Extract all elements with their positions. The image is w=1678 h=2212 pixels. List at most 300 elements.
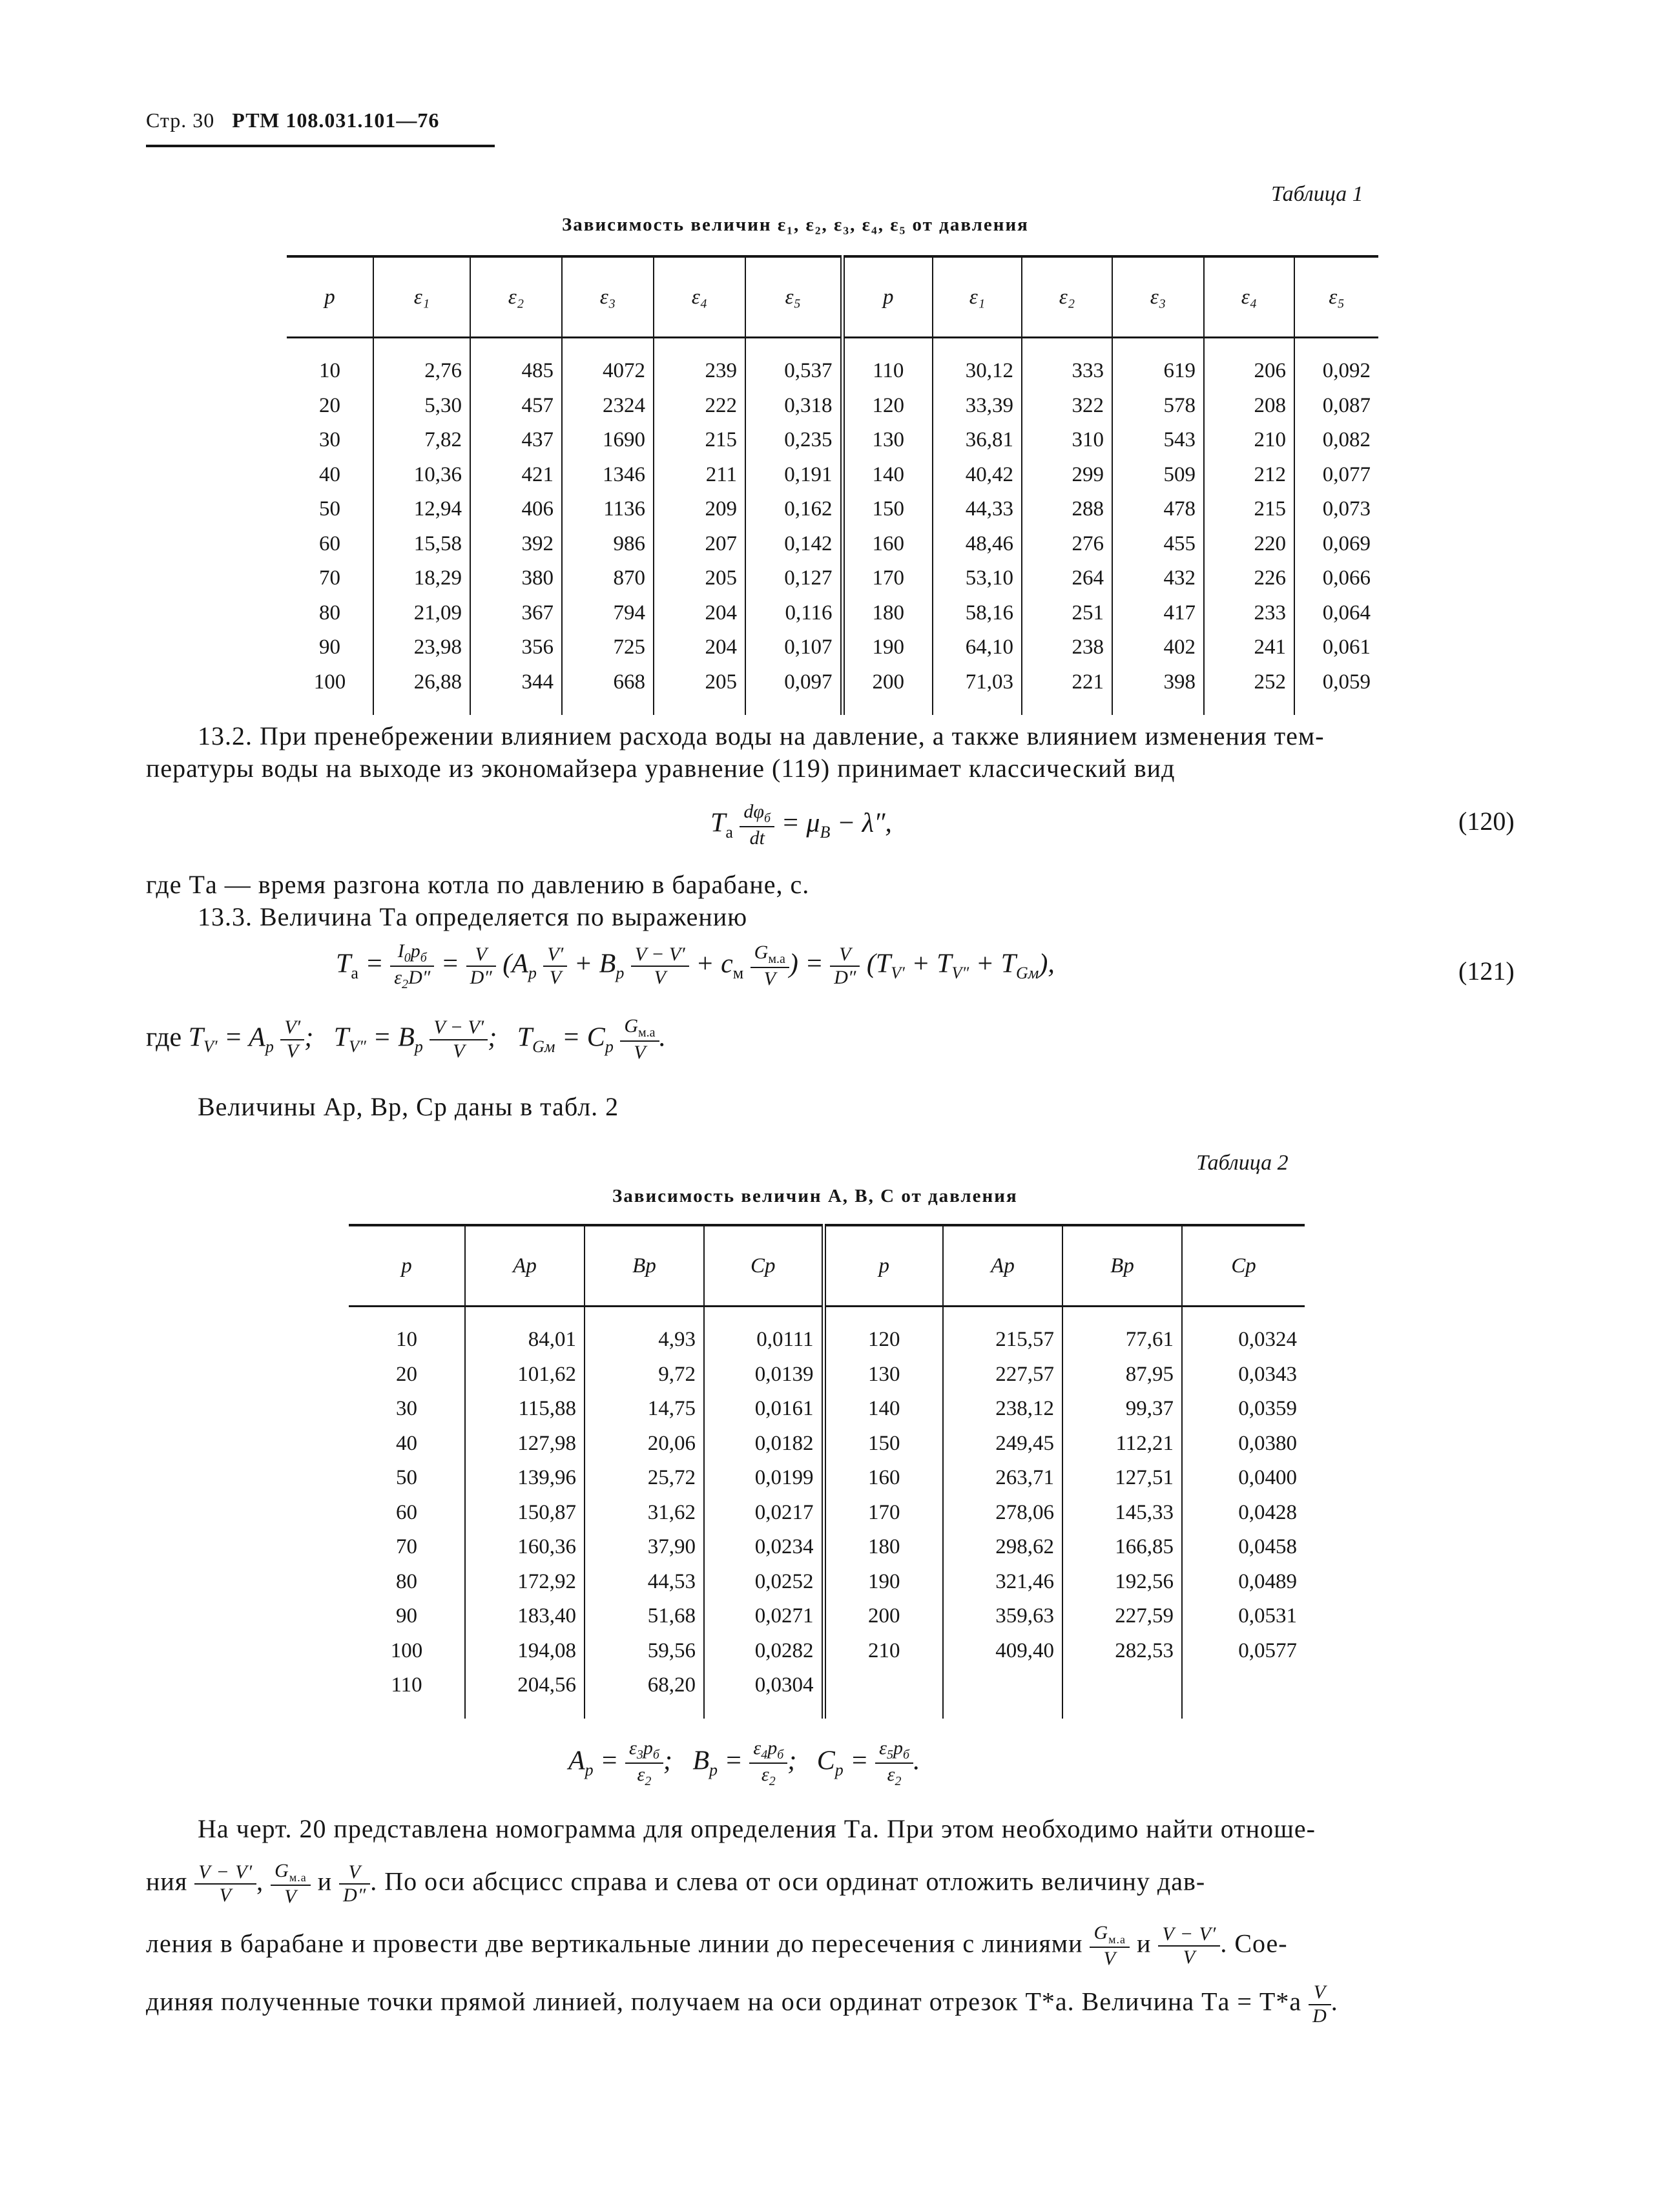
table-cell: 0,0304	[704, 1668, 823, 1703]
table-cell: 190	[823, 1565, 943, 1600]
spacer-cell	[1182, 1703, 1305, 1719]
table-cell: 120	[842, 389, 933, 424]
table-cell: 23,98	[373, 630, 470, 665]
table-cell: 140	[823, 1392, 943, 1427]
table-cell: 0,0489	[1182, 1565, 1305, 1600]
final-line2-start: ния	[146, 1866, 188, 1896]
table-cell: 0,162	[745, 492, 842, 527]
spacer-cell	[704, 1307, 823, 1323]
table-cell: 0,0271	[704, 1599, 823, 1634]
table-row	[287, 665, 1378, 700]
equation-121-number: (121)	[1458, 956, 1515, 986]
final-line1: На черт. 20 представлена номограмма для определения Tа. При этом необходимо найти отноше-	[198, 1814, 1316, 1843]
table1-col-header: ε₂	[470, 256, 562, 338]
table1	[287, 255, 1378, 715]
table2-col-header: Cp	[704, 1225, 823, 1307]
table-cell: 80	[319, 601, 340, 625]
table-cell: 205	[654, 665, 745, 700]
table-cell: 80	[396, 1569, 417, 1593]
para-13-2-line1: 13.2. При пренебрежении влиянием расхода воды на давление, а также влиянием изменения тем-	[198, 721, 1325, 750]
table-cell: 90	[396, 1604, 417, 1628]
table-cell: 59,56	[585, 1634, 704, 1669]
table1-col-header: ε₄	[654, 256, 745, 338]
final-line3-end: . Сое-	[1220, 1928, 1288, 1958]
table-cell: 241	[1204, 630, 1294, 665]
table-cell: 263,71	[943, 1461, 1062, 1496]
spacer-cell	[823, 1307, 943, 1323]
table-cell: 31,62	[585, 1496, 704, 1531]
table-cell: 14,75	[585, 1392, 704, 1427]
where-definitions: где $T_{V'} = A_p$ $\frac{V'}{V}$ ; $T_{V''} = B_p$ $\frac{V - V'}{V}$ ; $T_{Gм} = C_p$ $\frac{G_{м.а}}{V}$ .	[146, 1015, 667, 1063]
table-cell: 226	[1204, 561, 1294, 596]
table1-title: Зависимость величин ε₁, ε₂, ε₃, ε₄, ε₅ от давления	[562, 214, 1029, 235]
spacer-cell	[943, 1307, 1062, 1323]
table-row	[349, 1461, 1305, 1496]
table-cell: 333	[1022, 354, 1112, 389]
table-cell: 33,39	[933, 389, 1022, 424]
table-cell: 367	[470, 596, 562, 631]
table-cell: 60	[396, 1500, 417, 1524]
header-rule	[146, 145, 495, 147]
table-cell: 70	[319, 566, 340, 590]
table-cell: 252	[1204, 665, 1294, 700]
table-cell: 110	[842, 354, 933, 389]
table-cell: 99,37	[1062, 1392, 1182, 1427]
table2-col-header: Ap	[465, 1225, 585, 1307]
table-cell: 322	[1022, 389, 1112, 424]
table-cell: 166,85	[1062, 1530, 1182, 1565]
spacer-cell	[654, 699, 745, 715]
table2-title: Зависимость величин A, B, C от давления	[612, 1186, 1018, 1206]
table2-col-header: Bp	[585, 1225, 704, 1307]
table-cell: 205	[654, 561, 745, 596]
table-cell: 100	[313, 670, 346, 694]
table-cell: 130	[842, 423, 933, 458]
table-cell: 206	[1204, 354, 1294, 389]
equation-121: $T_а$ = $\frac{I_0p_б}{\varepsilon_2D''}$ = $\frac{V}{D''}$ ($A_p$ $\frac{V'}{V}$ + $B_p$ $\frac{V - V'}{V}$ + $c_м$ $\frac{G_{м.а}}{V}$ ) = $\frac{V}{D''}$ $(T_{V'} + T_{V''} + T_{Gм})$,	[336, 940, 1055, 991]
table-cell: 0,064	[1294, 596, 1378, 631]
equation-120-number: (120)	[1458, 807, 1515, 836]
table2-col-header: Bp	[1062, 1225, 1182, 1307]
table-cell: 402	[1112, 630, 1204, 665]
table-cell: 12,94	[373, 492, 470, 527]
table-cell: 110	[391, 1673, 422, 1697]
table-cell: 200	[842, 665, 933, 700]
table-cell: 417	[1112, 596, 1204, 631]
table-cell: 50	[396, 1466, 417, 1490]
spacer-cell	[933, 338, 1022, 355]
table1-header	[287, 256, 1378, 338]
table-cell: 0,0217	[704, 1496, 823, 1531]
table-cell: 212	[1204, 458, 1294, 493]
table-cell: 120	[823, 1323, 943, 1358]
table-cell: 0,0199	[704, 1461, 823, 1496]
table-cell: 578	[1112, 389, 1204, 424]
table-cell: 478	[1112, 492, 1204, 527]
table-cell: 194,08	[465, 1634, 585, 1669]
table-cell: 437	[470, 423, 562, 458]
table-cell: 356	[470, 630, 562, 665]
table-cell: 455	[1112, 527, 1204, 562]
table-cell: 209	[654, 492, 745, 527]
table-cell: 0,092	[1294, 354, 1378, 389]
table-cell: 204	[654, 630, 745, 665]
spacer-cell	[562, 699, 654, 715]
table-cell: 1346	[562, 458, 654, 493]
table-cell: 870	[562, 561, 654, 596]
spacer-cell	[373, 338, 470, 355]
table-cell: 543	[1112, 423, 1204, 458]
table-cell: 50	[319, 497, 340, 521]
spacer-cell	[745, 338, 842, 355]
table-cell: 5,30	[373, 389, 470, 424]
table-cell: 30	[396, 1397, 417, 1421]
table-row	[287, 389, 1378, 424]
table-cell: 2,76	[373, 354, 470, 389]
table-cell: 0,116	[745, 596, 842, 631]
table-cell: 0,097	[745, 665, 842, 700]
spacer-cell	[1294, 699, 1378, 715]
final-line3-start: ления в барабане и провести две вертикальные линии до пересечения с линиями	[146, 1928, 1083, 1958]
table-cell: 64,10	[933, 630, 1022, 665]
table-cell: 70	[396, 1535, 417, 1559]
coefficient-formulas: $A_p$ = $\frac{\varepsilon_3p_б}{\varepsilon_2}$ ; $B_p$ = $\frac{\varepsilon_4p_б}{\varepsilon_2}$ ; $C_p$ = $\frac{\varepsilon_5p_б}{\varepsilon_2}$ .	[568, 1737, 920, 1788]
table-cell: 150	[842, 492, 933, 527]
table-cell: 51,68	[585, 1599, 704, 1634]
table-cell: 220	[1204, 527, 1294, 562]
table-cell: 0,537	[745, 354, 842, 389]
table-cell: 725	[562, 630, 654, 665]
table2-col-header: Ap	[943, 1225, 1062, 1307]
table-cell: 190	[842, 630, 933, 665]
table-cell	[823, 1668, 943, 1703]
table-cell: 100	[390, 1638, 423, 1662]
table-cell: 668	[562, 665, 654, 700]
table-cell: 0,0324	[1182, 1323, 1305, 1358]
table-cell: 227,59	[1062, 1599, 1182, 1634]
table-cell: 60	[319, 532, 340, 555]
table1-body	[287, 338, 1378, 716]
table-cell: 0,0577	[1182, 1634, 1305, 1669]
table-cell: 457	[470, 389, 562, 424]
table-cell: 321,46	[943, 1565, 1062, 1600]
table-cell: 15,58	[373, 527, 470, 562]
table-cell: 238,12	[943, 1392, 1062, 1427]
table-cell: 0,087	[1294, 389, 1378, 424]
table-row	[349, 1599, 1305, 1634]
table-cell: 485	[470, 354, 562, 389]
table-cell: 204,56	[465, 1668, 585, 1703]
table-cell: 20	[319, 393, 340, 417]
table-cell: 794	[562, 596, 654, 631]
table1-col-header: ε₃	[1112, 256, 1204, 338]
table-cell: 211	[654, 458, 745, 493]
final-line3: ления в барабане и провести две вертикальные линии до пересечения с линиями $\frac{G_{м.а}}{V}$ и $\frac{V - V'}{V}$ . Сое-	[146, 1922, 1288, 1969]
final-line3-and: и	[1137, 1928, 1152, 1958]
table1-col-header: ε₂	[1022, 256, 1112, 338]
table-cell	[1062, 1668, 1182, 1703]
table-cell: 0,0531	[1182, 1599, 1305, 1634]
table-row	[349, 1634, 1305, 1669]
spacer-cell	[654, 338, 745, 355]
table-cell: 145,33	[1062, 1496, 1182, 1531]
table-cell: 409,40	[943, 1634, 1062, 1669]
table-cell: 30,12	[933, 354, 1022, 389]
spacer-cell	[1112, 338, 1204, 355]
page-number: Стр. 30	[146, 109, 215, 132]
table-row	[287, 561, 1378, 596]
table1-col-header: ε₅	[745, 256, 842, 338]
table-cell: 239	[654, 354, 745, 389]
spacer-cell	[823, 1703, 943, 1719]
table-row	[349, 1427, 1305, 1462]
table-row	[349, 1496, 1305, 1531]
table-cell: 0,0234	[704, 1530, 823, 1565]
table-cell: 180	[823, 1530, 943, 1565]
table-row	[287, 527, 1378, 562]
table-cell: 344	[470, 665, 562, 700]
table-cell: 18,29	[373, 561, 470, 596]
table-cell: 310	[1022, 423, 1112, 458]
spacer-cell	[933, 699, 1022, 715]
table-cell: 0,0252	[704, 1565, 823, 1600]
table-cell: 208	[1204, 389, 1294, 424]
table-cell: 20,06	[585, 1427, 704, 1462]
table-cell: 207	[654, 527, 745, 562]
table-row	[349, 1530, 1305, 1565]
spacer-cell	[1022, 699, 1112, 715]
table-cell: 215	[1204, 492, 1294, 527]
table-row	[287, 596, 1378, 631]
table-cell: 170	[823, 1496, 943, 1531]
table-cell: 10	[319, 359, 340, 383]
table-cell: 221	[1022, 665, 1112, 700]
spacer-cell	[562, 338, 654, 355]
spacer-cell	[704, 1703, 823, 1719]
table2-col-header: p	[401, 1254, 412, 1277]
table-cell: 222	[654, 389, 745, 424]
spacer-cell	[842, 699, 933, 715]
table-cell: 183,40	[465, 1599, 585, 1634]
table-row	[287, 492, 1378, 527]
table-row	[287, 423, 1378, 458]
table-cell: 0,0282	[704, 1634, 823, 1669]
table-cell: 0,0400	[1182, 1461, 1305, 1496]
table-cell: 71,03	[933, 665, 1022, 700]
table-cell: 0,0161	[704, 1392, 823, 1427]
table-cell: 249,45	[943, 1427, 1062, 1462]
spacer-cell	[287, 699, 373, 715]
table1-col-header: ε₁	[933, 256, 1022, 338]
table2-col-header: Cp	[1182, 1225, 1305, 1307]
table1-col-header: ε₄	[1204, 256, 1294, 338]
page-header	[146, 109, 439, 132]
table-cell: 298,62	[943, 1530, 1062, 1565]
table-cell: 264	[1022, 561, 1112, 596]
table-cell: 20	[396, 1362, 417, 1386]
table-cell: 0,107	[745, 630, 842, 665]
document-code: РТМ 108.031.101—76	[232, 109, 440, 132]
table-cell: 25,72	[585, 1461, 704, 1496]
table-cell: 986	[562, 527, 654, 562]
table-cell: 432	[1112, 561, 1204, 596]
table-row	[349, 1392, 1305, 1427]
table-cell	[1182, 1668, 1305, 1703]
table-cell: 44,33	[933, 492, 1022, 527]
spacer-cell	[287, 338, 373, 355]
values-line: Величины Ap, Bp, Cp даны в табл. 2	[198, 1092, 619, 1121]
table-cell: 0,0139	[704, 1358, 823, 1392]
table-row	[287, 354, 1378, 389]
table-cell: 0,082	[1294, 423, 1378, 458]
table-cell: 0,127	[745, 561, 842, 596]
table-cell: 160	[823, 1461, 943, 1496]
table-cell: 0,191	[745, 458, 842, 493]
spacer-cell	[1204, 338, 1294, 355]
table-cell: 210	[823, 1634, 943, 1669]
table-row	[349, 1358, 1305, 1392]
spacer-cell	[465, 1703, 585, 1719]
table-cell: 0,318	[745, 389, 842, 424]
spacer-cell	[470, 699, 562, 715]
final-line2-end: . По оси абсцисс справа и слева от оси ординат отложить величину дав-	[370, 1866, 1206, 1896]
table-cell: 170	[842, 561, 933, 596]
table-cell: 9,72	[585, 1358, 704, 1392]
table-cell: 77,61	[1062, 1323, 1182, 1358]
table-cell: 0,0182	[704, 1427, 823, 1462]
spacer-cell	[745, 699, 842, 715]
table-cell: 4,93	[585, 1323, 704, 1358]
table-cell: 0,0343	[1182, 1358, 1305, 1392]
table-cell: 0,073	[1294, 492, 1378, 527]
table-cell: 0,0428	[1182, 1496, 1305, 1531]
spacer-cell	[585, 1307, 704, 1323]
table-cell: 0,142	[745, 527, 842, 562]
table-cell: 0,059	[1294, 665, 1378, 700]
table-cell: 0,066	[1294, 561, 1378, 596]
table-cell: 238	[1022, 630, 1112, 665]
spacer-cell	[1182, 1307, 1305, 1323]
spacer-cell	[1062, 1703, 1182, 1719]
table2-header	[349, 1225, 1305, 1307]
table-cell: 112,21	[1062, 1427, 1182, 1462]
table1-col-header: ε₃	[562, 256, 654, 338]
table-row	[287, 630, 1378, 665]
table-cell: 392	[470, 527, 562, 562]
table-cell: 299	[1022, 458, 1112, 493]
table-cell: 282,53	[1062, 1634, 1182, 1669]
table-cell	[943, 1668, 1062, 1703]
spacer-cell	[465, 1307, 585, 1323]
table-cell: 37,90	[585, 1530, 704, 1565]
table-cell: 127,51	[1062, 1461, 1182, 1496]
table1-label: Таблица 1	[1271, 182, 1363, 206]
equation-120: $T_а$ $\frac{d\varphi_б}{dt}$ = $\mu_B - \lambda''$,	[710, 801, 892, 849]
table-cell: 233	[1204, 596, 1294, 631]
table-cell: 21,09	[373, 596, 470, 631]
table-cell: 0,0359	[1182, 1392, 1305, 1427]
table-cell: 215,57	[943, 1323, 1062, 1358]
table-cell: 7,82	[373, 423, 470, 458]
table-cell: 509	[1112, 458, 1204, 493]
table1-col-header: p	[842, 256, 933, 338]
spacer-cell	[943, 1703, 1062, 1719]
table-cell: 1690	[562, 423, 654, 458]
table-cell: 127,98	[465, 1427, 585, 1462]
table-cell: 90	[319, 636, 340, 659]
table-cell: 398	[1112, 665, 1204, 700]
table-cell: 40,42	[933, 458, 1022, 493]
table-cell: 278,06	[943, 1496, 1062, 1531]
table-cell: 40	[396, 1431, 417, 1455]
table-cell: 87,95	[1062, 1358, 1182, 1392]
table-cell: 68,20	[585, 1668, 704, 1703]
table-cell: 380	[470, 561, 562, 596]
table-cell: 36,81	[933, 423, 1022, 458]
table2-body	[349, 1307, 1305, 1719]
table-cell: 140	[842, 458, 933, 493]
where-ta-text: где Tа — время разгона котла по давлению в барабане, с.	[146, 870, 810, 899]
table-cell: 0,061	[1294, 630, 1378, 665]
table-cell: 406	[470, 492, 562, 527]
table1-col-header: ε₅	[1294, 256, 1378, 338]
table-row	[349, 1668, 1305, 1703]
spacer-cell	[1062, 1307, 1182, 1323]
table-cell: 139,96	[465, 1461, 585, 1496]
table-cell: 359,63	[943, 1599, 1062, 1634]
table-cell: 0,0458	[1182, 1530, 1305, 1565]
table-cell: 26,88	[373, 665, 470, 700]
spacer-cell	[1294, 338, 1378, 355]
spacer-cell	[349, 1703, 465, 1719]
table-cell: 0,0111	[704, 1323, 823, 1358]
table-cell: 101,62	[465, 1358, 585, 1392]
spacer-cell	[585, 1703, 704, 1719]
final-line2: ния $\frac{V - V'}{V}$ , $\frac{G_{м.а}}{V}$ и $\frac{V}{D''}$ . По оси абсцисс справа и слева от оси ординат отложить величину дав-	[146, 1860, 1206, 1907]
table-row	[287, 458, 1378, 493]
table-cell: 160,36	[465, 1530, 585, 1565]
table-cell: 0,235	[745, 423, 842, 458]
table-cell: 48,46	[933, 527, 1022, 562]
table-cell: 0,069	[1294, 527, 1378, 562]
table-cell: 1136	[562, 492, 654, 527]
spacer-cell	[373, 699, 470, 715]
table-cell: 0,077	[1294, 458, 1378, 493]
table-row	[349, 1323, 1305, 1358]
table-cell: 276	[1022, 527, 1112, 562]
table-cell: 204	[654, 596, 745, 631]
table-cell: 180	[842, 596, 933, 631]
table-cell: 172,92	[465, 1565, 585, 1600]
table-cell: 44,53	[585, 1565, 704, 1600]
table-cell: 251	[1022, 596, 1112, 631]
table-cell: 227,57	[943, 1358, 1062, 1392]
table-cell: 2324	[562, 389, 654, 424]
spacer-cell	[1022, 338, 1112, 355]
table-cell: 150,87	[465, 1496, 585, 1531]
table-cell: 421	[470, 458, 562, 493]
table2-label: Таблица 2	[1196, 1151, 1289, 1175]
final-line2-and: и	[317, 1866, 333, 1896]
table-cell: 160	[842, 527, 933, 562]
table-cell: 10,36	[373, 458, 470, 493]
spacer-cell	[1204, 699, 1294, 715]
spacer-cell	[1112, 699, 1204, 715]
table2	[349, 1224, 1305, 1719]
table-cell: 40	[319, 462, 340, 486]
table-cell: 619	[1112, 354, 1204, 389]
table-cell: 84,01	[465, 1323, 585, 1358]
